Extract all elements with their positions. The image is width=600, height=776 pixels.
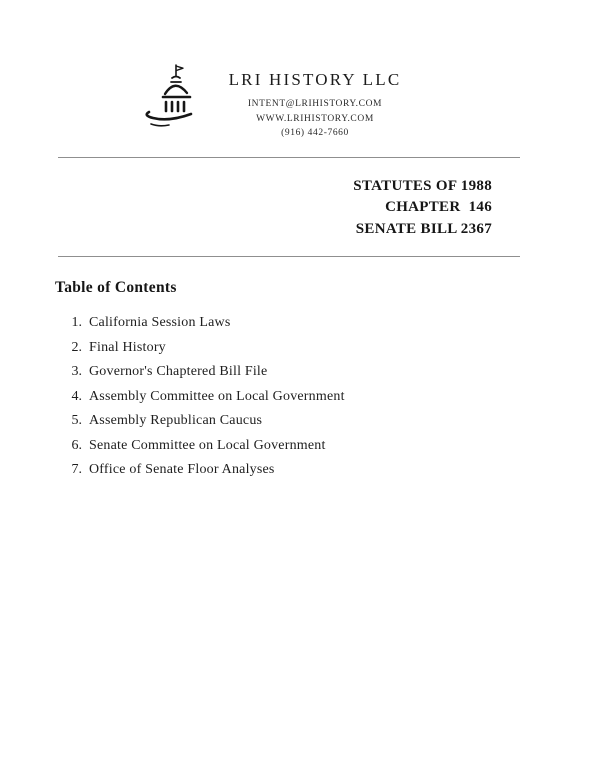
toc-item-number: 2. [71,339,82,355]
toc-item [55,389,600,406]
statute-reference [0,176,492,241]
letterhead-text [229,62,402,141]
toc-item-number: 6. [71,437,82,453]
statutes-line: STATUTES OF 1988 [353,177,492,194]
letterhead [0,0,600,141]
toc-item-number: 7. [71,462,82,477]
toc-item-number: 3. [71,364,82,379]
table-of-contents [0,279,600,479]
toc-item-label: Final History [89,339,166,355]
toc-item [55,364,600,381]
toc-item-number: 5. [71,413,82,428]
toc-title: Table of Contents [55,279,177,296]
toc-item [55,462,600,479]
company-email: INTENT@LRIHISTORY.COM [247,99,383,109]
toc-item [55,340,600,357]
toc-list [55,315,600,479]
toc-item-label: Office of Senate Floor Analyses [89,462,275,477]
toc-item-number: 4. [71,388,82,404]
chapter-line: CHAPTER 146 [385,199,492,215]
toc-item-number: 1. [71,315,82,330]
toc-item-label: California Session Laws [89,315,231,330]
senate-bill-line: SENATE BILL 2367 [355,220,492,237]
toc-item-label: Assembly Republican Caucus [89,413,263,428]
toc-item [55,438,600,455]
company-phone: (916) 442-7660 [281,128,349,138]
company-name: LRI HISTORY LLC [228,70,402,89]
toc-item-label: Governor's Chaptered Bill File [89,364,268,379]
toc-item-label: Senate Committee on Local Government [89,437,326,453]
divider-bottom [58,256,520,257]
toc-item [55,315,600,332]
capitol-logo-icon [139,62,203,140]
toc-item [55,413,600,430]
toc-item-label: Assembly Committee on Local Government [89,388,345,404]
divider-top [58,157,520,158]
company-website: WWW.LRIHISTORY.COM [256,113,374,124]
